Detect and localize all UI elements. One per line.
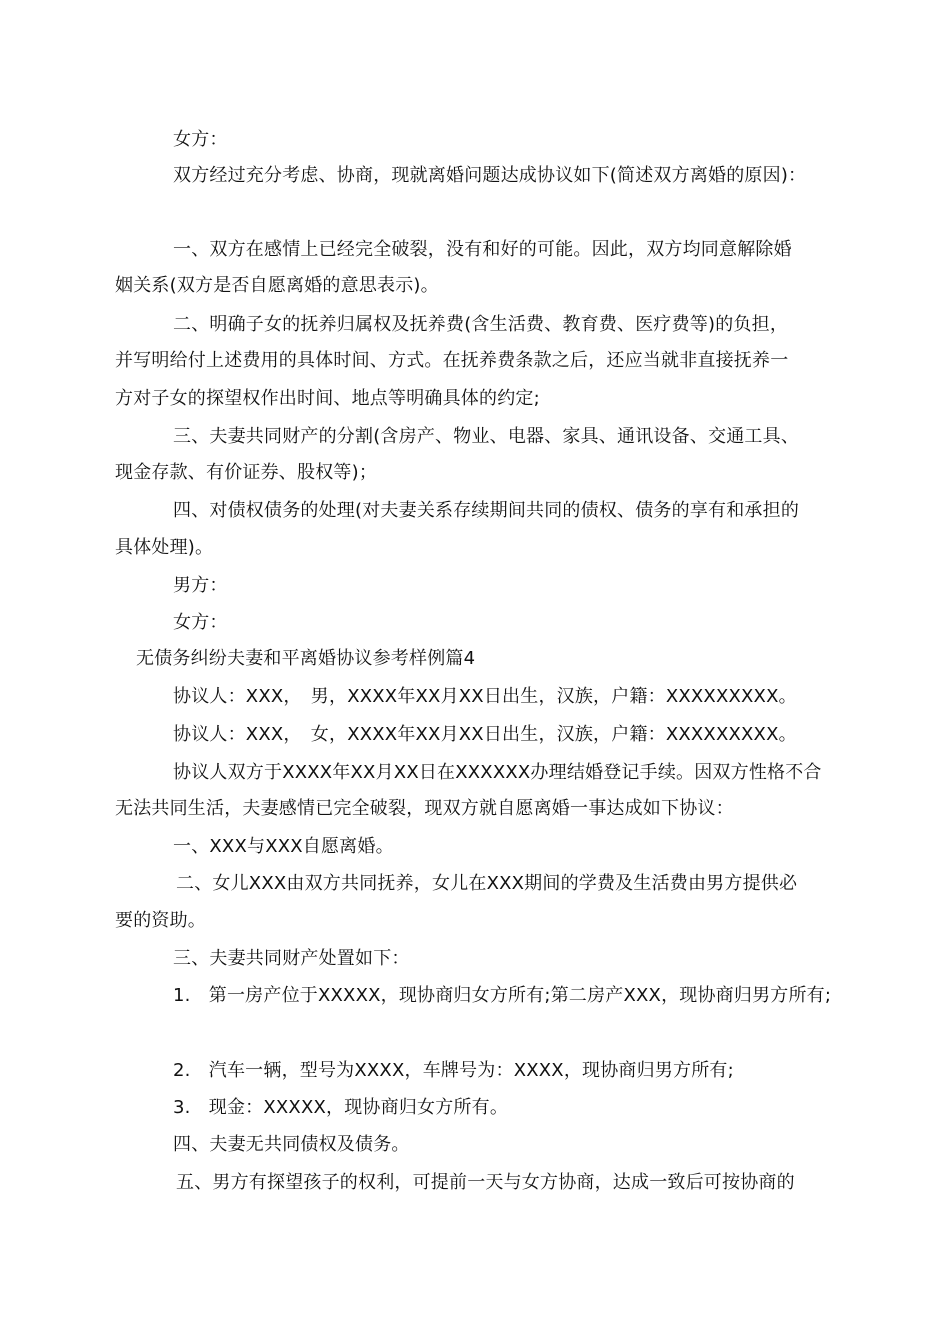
clause-1-line-1: 一、双方在感情上已经完全破裂，没有和好的可能。因此，双方均同意解除婚 — [173, 239, 792, 260]
article-5-line-1: 五、男方有探望孩子的权利，可提前一天与女方协商，达成一致后可按协商的 — [176, 1172, 795, 1193]
background-line-2: 无法共同生活，夫妻感情已完全破裂，现双方就自愿离婚一事达成如下协议： — [115, 798, 734, 819]
female-party-line-2: 女方： — [173, 612, 228, 633]
agreement-intro: 双方经过充分考虑、协商，现就离婚问题达成协议如下(简述双方离婚的原因)： — [173, 165, 807, 186]
article-4: 四、夫妻无共同债权及债务。 — [173, 1134, 410, 1155]
article-1: 一、XXX与XXX自愿离婚。 — [173, 836, 394, 857]
article-2-line-1: 二、女儿XXX由双方共同抚养，女儿在XXX期间的学费及生活费由男方提供必 — [176, 873, 798, 894]
clause-3-line-1: 三、夫妻共同财产的分割(含房产、物业、电器、家具、通讯设备、交通工具、 — [173, 426, 800, 447]
article-3: 三、夫妻共同财产处置如下： — [173, 948, 410, 969]
background-line-1: 协议人双方于XXXX年XX月XX日在XXXXXX办理结婚登记手续。因双方性格不合 — [173, 762, 822, 783]
female-party-line: 女方： — [173, 129, 228, 150]
party-b-info: 协议人：XXX， 女，XXXX年XX月XX日出生，汉族，户籍：XXXXXXXXX。 — [173, 724, 797, 745]
clause-3-line-2: 现金存款、有价证券、股权等)； — [115, 462, 378, 483]
article-2-line-2: 要的资助。 — [115, 910, 206, 931]
clause-2-line-1: 二、明确子女的抚养归属权及抚养费(含生活费、教育费、医疗费等)的负担， — [173, 314, 789, 335]
party-a-info: 协议人：XXX， 男，XXXX年XX月XX日出生，汉族，户籍：XXXXXXXXX。 — [173, 686, 797, 707]
clause-2-line-3: 方对子女的探望权作出时间、地点等明确具体的约定; — [115, 388, 540, 409]
clause-4-line-1: 四、对债权债务的处理(对夫妻关系存续期间共同的债权、债务的享有和承担的 — [173, 500, 800, 521]
clause-1-line-2: 姻关系(双方是否自愿离婚的意思表示)。 — [115, 275, 439, 296]
property-item-3: 3. 现金：XXXXX，现协商归女方所有。 — [173, 1097, 509, 1118]
clause-4-line-2: 具体处理)。 — [115, 537, 214, 558]
property-item-1: 1. 第一房产位于XXXXX，现协商归女方所有;第二房产XXX，现协商归男方所有; — [173, 985, 832, 1006]
property-item-2: 2. 汽车一辆，型号为XXXX，车牌号为：XXXX，现协商归男方所有; — [173, 1060, 734, 1081]
clause-2-line-2: 并写明给付上述费用的具体时间、方式。在抚养费条款之后，还应当就非直接抚养一 — [115, 350, 789, 371]
section-heading: 无债务纠纷夫妻和平离婚协议参考样例篇4 — [136, 648, 476, 669]
male-party-line: 男方： — [173, 575, 228, 596]
